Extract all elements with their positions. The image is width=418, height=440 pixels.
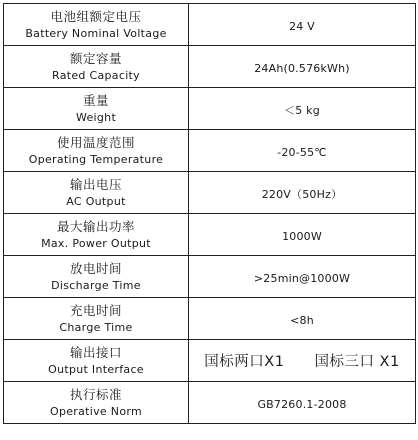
spec-table [3,3,416,424]
value-cell [189,4,416,46]
value-cell [189,256,416,298]
table-row [4,88,416,130]
table-row [4,172,416,214]
value-cell [189,46,416,88]
value-cell [189,172,416,214]
label-chinese: 执行标准 [69,386,122,402]
label-cell [4,4,189,46]
label-cell [4,46,189,88]
label-english: Charge Time [59,320,133,334]
label-cell [4,214,189,256]
label-cell [4,130,189,172]
spec-value: 1000W [282,230,322,243]
label-chinese: 最大输出功率 [56,218,135,234]
value-cell [189,88,416,130]
label-chinese: 输出电压 [69,176,122,192]
table-row [4,298,416,340]
label-cell [4,382,189,424]
label-chinese: 输出接口 [69,344,122,360]
spec-value: 24 V [289,20,315,33]
table-row [4,382,416,424]
label-chinese: 放电时间 [69,260,122,276]
label-cell [4,298,189,340]
value-cell [189,340,416,382]
spec-value: 220V（50Hz） [261,188,343,201]
value-cell [189,382,416,424]
spec-value: >25min@1000W [253,272,351,285]
label-english: Operative Norm [49,404,143,418]
label-cell [4,88,189,130]
label-english: Operating Temperature [28,152,164,166]
label-chinese: 额定容量 [69,50,122,66]
label-chinese: 充电时间 [69,302,122,318]
label-english: AC Output [66,194,126,208]
label-cell [4,172,189,214]
spec-value: -20-55℃ [277,146,327,159]
spec-value: 国标两口X1 国标三口 X1 [204,354,400,370]
label-chinese: 使用温度范围 [56,134,135,150]
spec-value: <8h [290,314,314,327]
value-cell [189,298,416,340]
table-row [4,130,416,172]
label-chinese: 电池组额定电压 [50,8,142,24]
spec-value: 24Ah(0.576kWh) [254,62,350,75]
table-row [4,46,416,88]
label-chinese: 重量 [82,92,109,108]
value-cell [189,214,416,256]
table-row [4,256,416,298]
spec-value: ＜5 kg [284,104,320,117]
table-row [4,4,416,46]
label-english: Weight [75,110,117,124]
label-english: Discharge Time [51,278,141,292]
label-english: Output Interface [48,362,144,376]
label-cell [4,340,189,382]
label-english: Battery Nominal Voltage [25,26,167,40]
table-row [4,214,416,256]
label-cell [4,256,189,298]
table-row [4,340,416,382]
spec-value: GB7260.1-2008 [257,398,347,411]
label-english: Max. Power Output [41,236,151,250]
value-cell [189,130,416,172]
label-english: Rated Capacity [52,68,140,82]
